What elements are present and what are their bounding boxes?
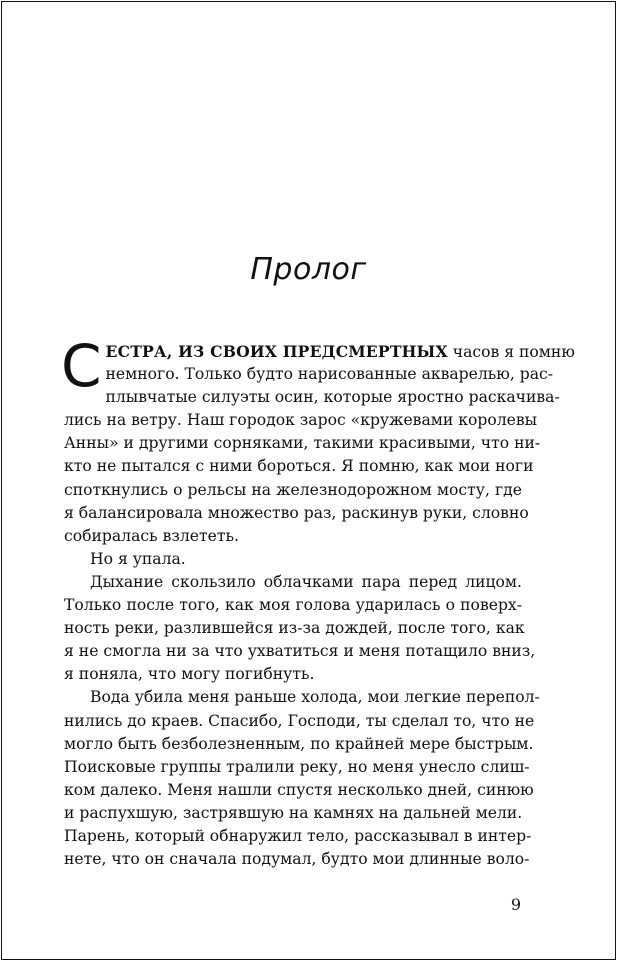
paragraph-3-line: ность реки, разлившейся из-за дождей, после того, как (64, 619, 525, 638)
paragraph-1-line: плывчатые силуэты осин, которые яростно раскачива- (105, 388, 560, 407)
paragraph-1-line-1 (64, 340, 575, 363)
paragraph-4-line: Парень, который обнаружил тело, рассказывал в интер- (64, 826, 532, 845)
page-number: 9 (510, 895, 521, 914)
paragraph-4-line: и распухшую, застрявшую на камнях на дальней мели. (64, 803, 523, 822)
paragraph-4-line: Вода убила меня раньше холода, мои легкие перепол- (90, 688, 540, 707)
paragraph-3-line: я поняла, что могу погибнуть. (64, 665, 315, 684)
paragraph-3-line: Только после того, как моя голова ударилась о поверх- (64, 596, 522, 615)
paragraph-1 (61, 332, 575, 548)
book-page (1, 1, 616, 960)
paragraph-1-line: собиралась взлететь. (64, 526, 239, 545)
paragraph-1-line: кто не пытался с ними бороться. Я помню, как мои ноги (64, 457, 534, 476)
paragraph-3-line: я не смогла ни за что ухватиться и меня потащило вниз, (64, 642, 536, 661)
line-1-rest: часов я помню (447, 343, 575, 361)
paragraph-4-line: нились до краев. Спасибо, Господи, ты сделал то, что не (64, 711, 535, 730)
paragraph-4-line: могло быть безболезненным, по крайней мере быстрым. (64, 734, 534, 753)
paragraph-1-line: я балансировала множество раз, раскинув руки, словно (64, 503, 529, 522)
paragraph-1-line: немного. Только будто нарисованные акварелью, рас- (105, 365, 554, 384)
paragraph-3 (64, 571, 536, 686)
paragraph-4-line: ком далеко. Меня нашли спустя несколько дней, синюю (64, 780, 534, 799)
paragraph-2: Но я упала. (90, 549, 186, 568)
chapter-title: Пролог (250, 252, 367, 287)
paragraph-1-line: споткнулись о рельсы на железнодорожном мосту, где (64, 480, 522, 499)
paragraph-3-line: Дыхание скользило облачками пара перед лицом. (90, 572, 522, 591)
paragraph-1-line: Анны» и другими сорняками, такими красивыми, что ни- (64, 434, 541, 453)
lead-smallcaps: ЕСТРА, ИЗ СВОИХ ПРЕДСМЕРТНЫХ (105, 342, 448, 361)
paragraph-4-line: нете, что он сначала подумал, будто мои длинные воло- (64, 850, 530, 869)
paragraph-4 (64, 686, 540, 871)
paragraph-4-line: Поисковые группы тралили реку, но меня унесло слиш- (64, 757, 530, 776)
drop-cap: С (61, 332, 102, 400)
paragraph-1-line: лись на ветру. Наш городок зарос «кружевами королевы (64, 411, 538, 430)
chapter-body (61, 332, 575, 871)
